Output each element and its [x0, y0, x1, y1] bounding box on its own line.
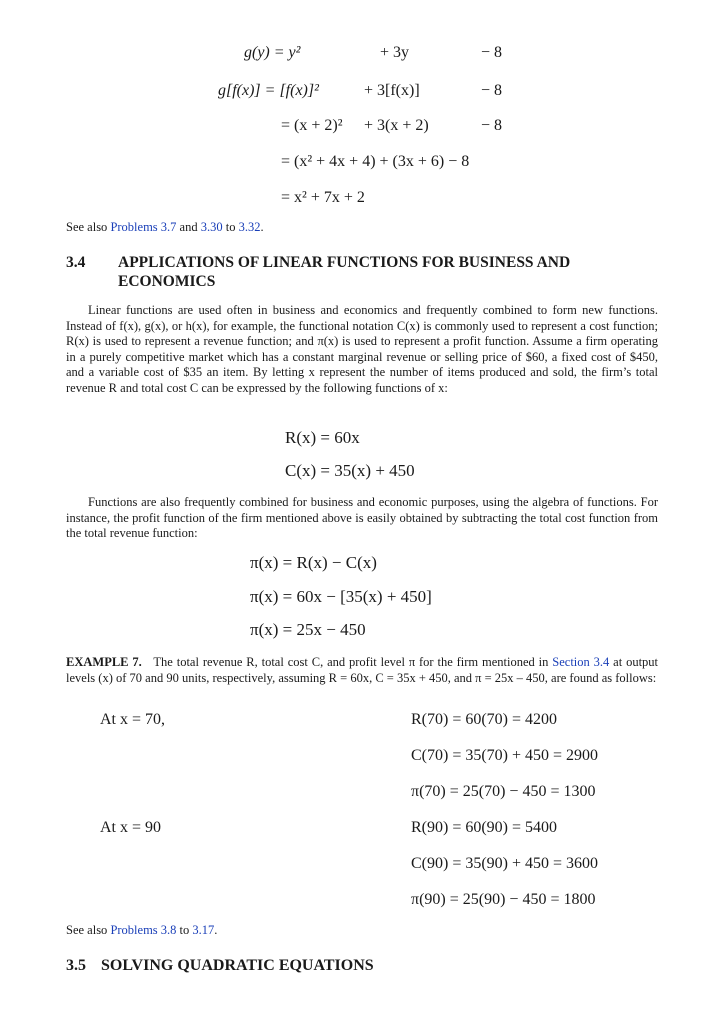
example-profit-90: π(90) = 25(90) − 450 = 1800	[411, 891, 596, 908]
see-also-line-2	[66, 923, 217, 938]
equation-profit-2: π(x) = 60x − [35(x) + 450]	[250, 587, 432, 606]
derivation-row-3-term3: − 8	[481, 117, 503, 134]
section-3-5-number: 3.5	[66, 957, 86, 974]
derivation-row-2-term2: + 3[f(x)]	[364, 82, 420, 99]
section-3-4-number: 3.4	[66, 254, 86, 271]
equation-profit-3: π(x) = 25x − 450	[250, 620, 366, 639]
equation-revenue: R(x) = 60x	[285, 428, 360, 447]
example-revenue-70: R(70) = 60(70) = 4200	[411, 711, 558, 728]
link-section-3-4[interactable]: Section 3.4	[552, 655, 610, 669]
example-profit-70: π(70) = 25(70) − 450 = 1300	[411, 783, 596, 800]
see-also-line-1	[66, 220, 264, 235]
example-7-label: EXAMPLE 7.	[66, 655, 142, 669]
see-also-to: to	[222, 220, 239, 234]
example-revenue-90: R(90) = 60(90) = 5400	[411, 819, 558, 836]
derivation-row-4: = (x² + 4x + 4) + (3x + 6) − 8	[281, 153, 470, 170]
see-also-2-to: to	[176, 923, 193, 937]
derivation-row-5: = x² + 7x + 2	[281, 189, 365, 206]
derivation-row-2-term3: − 8	[481, 82, 503, 99]
example-7-paragraph	[66, 655, 658, 686]
section-3-4-title-line-1: APPLICATIONS OF LINEAR FUNCTIONS FOR BUSINESS AND	[118, 254, 571, 271]
section-3-5-title: SOLVING QUADRATIC EQUATIONS	[101, 957, 374, 974]
example-7-text-b: at output levels (x) of 70 and 90 units, respectively, assuming R = 60x, C = 35x + 450, and π = 25x – 450, are found as follows:	[66, 655, 659, 685]
link-problems-3-8[interactable]: Problems 3.8	[110, 923, 177, 937]
section-3-4-paragraph-2: Functions are also frequently combined for business and economic purposes, using the algebra of functions. For instance, the profit function of the firm mentioned above is easily obtained by subtracting the total cost function from the total revenue function:	[66, 495, 658, 540]
equation-profit-1: π(x) = R(x) − C(x)	[250, 553, 377, 572]
example-cost-90: C(90) = 35(90) + 450 = 3600	[411, 855, 599, 872]
section-3-4-title-line-2: ECONOMICS	[118, 273, 216, 290]
link-problems-3-32[interactable]: 3.32	[238, 220, 261, 234]
see-also-2-prefix: See also	[66, 923, 111, 937]
see-also-and: and	[176, 220, 201, 234]
derivation-row-3-lhs: = (x + 2)²	[281, 117, 343, 134]
example-at-90-label: At x = 90	[100, 819, 162, 836]
link-problems-3-17[interactable]: 3.17	[192, 923, 215, 937]
section-3-4-paragraph-1: Linear functions are used often in business and economics and frequently combined to form new functions. Instead of f(x), g(x), or h(x), for example, the functional notation C(x) is commonly used to represent a cost function; R(x) is used to represent a revenue function; and π(x) is used to represent a profit function. Assume a firm operating in a purely competitive market which has a constant marginal revenue or selling price of $60, a fixed cost of $450, and a variable cost of $35 an item. By letting x represent the number of items produced and sold, the firm’s total revenue R and total cost C can be expressed by the following functions of x:	[66, 303, 658, 395]
derivation-row-1-term3: − 8	[481, 44, 503, 61]
derivation-row-2-lhs: g[f(x)] = [f(x)]²	[218, 82, 319, 99]
link-problems-3-30[interactable]: 3.30	[200, 220, 223, 234]
example-7-text-a: The total revenue R, total cost C, and profit level π for the firm mentioned in	[153, 655, 553, 669]
see-also-period: .	[260, 220, 264, 234]
example-cost-70: C(70) = 35(70) + 450 = 2900	[411, 747, 599, 764]
see-also-prefix: See also	[66, 220, 111, 234]
example-at-70-label: At x = 70,	[100, 711, 166, 728]
derivation-row-3-term2: + 3(x + 2)	[364, 117, 429, 134]
derivation-row-1-lhs: g(y) = y²	[244, 44, 301, 61]
derivation-row-1-term2: + 3y	[380, 44, 410, 61]
link-problems-3-7[interactable]: Problems 3.7	[110, 220, 177, 234]
equation-cost: C(x) = 35(x) + 450	[285, 461, 415, 480]
see-also-2-period: .	[214, 923, 218, 937]
